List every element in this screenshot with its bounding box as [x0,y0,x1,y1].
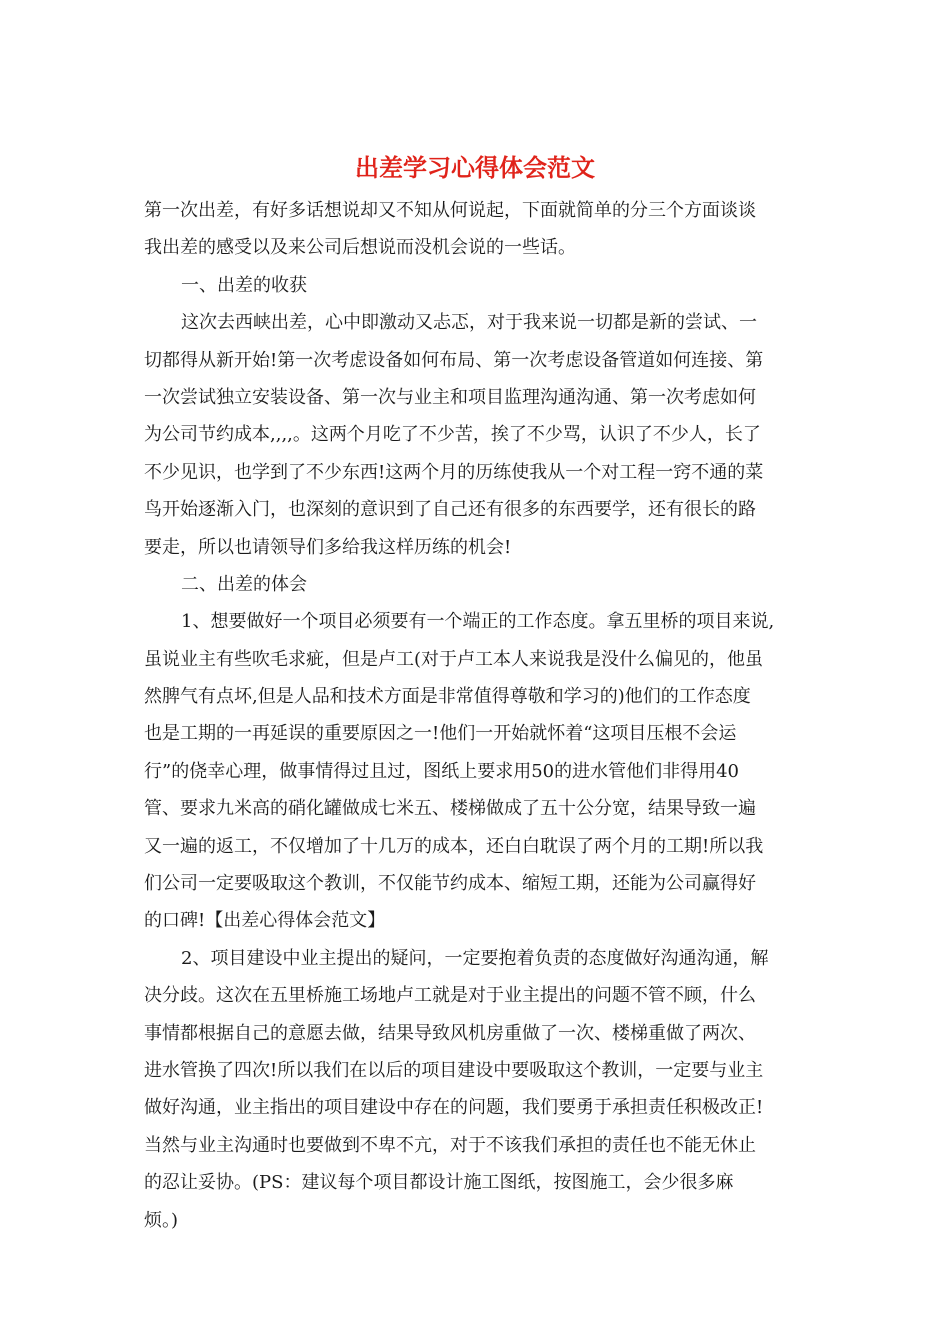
body-line: 决分歧。这次在五里桥施工场地卢工就是对于业主提出的问题不管不顾，什么 [144,985,756,1007]
body-line: 一、出差的收获 [181,274,307,296]
body-line: 事情都根据自己的意愿去做，结果导致风机房重做了一次、楼梯重做了两次、 [144,1022,756,1044]
body-line: 我出差的感受以及来公司后想说而没机会说的一些话。 [144,237,576,259]
body-line: 烦。) [144,1209,179,1231]
body-line: 当然与业主沟通时也要做到不卑不亢，对于不该我们承担的责任也不能无休止 [144,1134,756,1156]
body-line: 行”的侥幸心理，做事情得过且过，图纸上要求用50的进水管他们非得用40 [144,760,740,782]
body-line: 2、项目建设中业主提出的疑问，一定要抱着负责的态度做好沟通沟通，解 [181,947,769,969]
body-line: 切都得从新开始!第一次考虑设备如何布局、第一次考虑设备管道如何连接、第 [144,349,764,371]
body-line: 的忍让妥协。(PS：建议每个项目都设计施工图纸，按图施工，会少很多麻 [144,1172,734,1194]
body-line: 不少见识，也学到了不少东西!这两个月的历练使我从一个对工程一窍不通的菜 [144,461,764,483]
body-line: 要走，所以也请领导们多给我这样历练的机会! [144,536,512,558]
body-line: 为公司节约成本,,,,。这两个月吃了不少苦，挨了不少骂，认识了不少人，长了 [144,424,761,446]
document-body [144,192,810,1239]
body-line: 的口碑!【出差心得体会范文】 [144,910,386,932]
body-line: 这次去西峡出差，心中即激动又忐忑，对于我来说一切都是新的尝试、一 [181,312,757,334]
body-line: 1、想要做好一个项目必须要有一个端正的工作态度。拿五里桥的项目来说, [181,611,775,633]
body-line: 一次尝试独立安装设备、第一次与业主和项目监理沟通沟通、第一次考虑如何 [144,386,756,408]
body-line: 第一次出差，有好多话想说却又不知从何说起，下面就简单的分三个方面谈谈 [144,200,756,221]
body-line: 进水管换了四次!所以我们在以后的项目建设中要吸取这个教训，一定要与业主 [144,1059,764,1081]
body-line: 管、要求九米高的硝化罐做成七米五、楼梯做成了五十公分宽，结果导致一遍 [144,798,756,820]
body-line: 二、出差的体会 [181,573,307,595]
body-line: 也是工期的一再延误的重要原因之一!他们一开始就怀着“这项目压根不会运 [144,723,737,745]
body-line: 又一遍的返工，不仅增加了十几万的成本，还白白耽误了两个月的工期!所以我 [144,835,764,857]
body-line: 然脾气有点坏,但是人品和技术方面是非常值得尊敬和学习的)他们的工作态度 [144,686,751,708]
body-line: 做好沟通，业主指出的项目建设中存在的问题，我们要勇于承担责任积极改正! [144,1097,764,1119]
body-line: 鸟开始逐渐入门，也深刻的意识到了自己还有很多的东西要学，还有很长的路 [144,499,756,521]
document-title: 出差学习心得体会范文 [355,153,595,182]
body-line: 们公司一定要吸取这个教训，不仅能节约成本、缩短工期，还能为公司赢得好 [144,873,756,895]
body-line: 虽说业主有些吹毛求疵，但是卢工(对于卢工本人来说我是没什么偏见的，他虽 [144,648,764,670]
